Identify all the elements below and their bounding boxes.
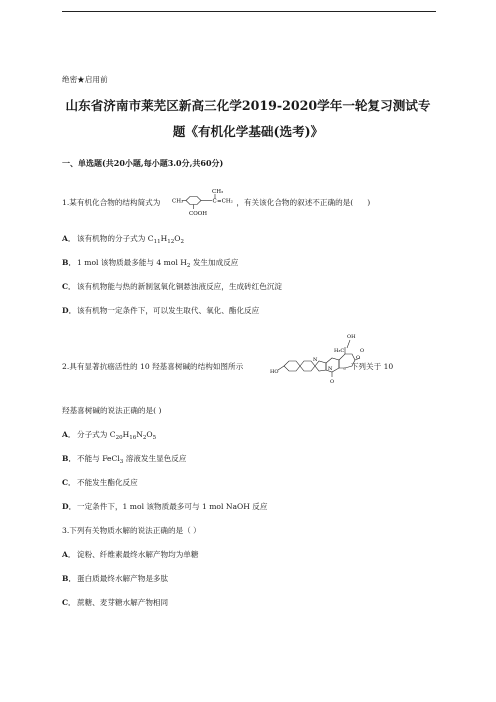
question-1-suffix: ，有关该化合物的叙述不正确的是( — [236, 198, 354, 207]
question-2-stem: 2.具有显著抗癌活性的 10 羟基喜树碱的结构如图所示 。下列关于 10 — [62, 362, 394, 371]
question-1-structure — [172, 187, 244, 217]
header-rule — [62, 11, 436, 12]
mol1-left-methyl: CH₃ — [172, 198, 184, 205]
mol1-carboxyl: COOH — [189, 211, 208, 217]
q2-option-d[interactable]: D．一定条件下，1 mol 该物质最多可与 1 mol NaOH 反应 — [62, 502, 268, 511]
mol2-ring-a — [284, 361, 300, 371]
mol2-carbonyl-oxygen: O — [360, 348, 365, 354]
question-1-close: ) — [367, 198, 371, 207]
mol1-right-group: =CH₂ — [217, 198, 233, 205]
q3-option-b[interactable]: B．蛋白质最终水解产物是多肽 — [62, 574, 169, 583]
q1-option-b[interactable]: B．1 mol 该物质最多能与 4 mol $H_2$ 发生加成反应 — [62, 258, 239, 269]
q1-option-c[interactable]: C．该有机物能与热的新制氢氧化铜悬浊液反应，生成砖红色沉淀 — [62, 282, 283, 291]
mol1-carbon: C — [212, 198, 217, 205]
mol2-hydroxyl-top: OH — [347, 334, 356, 340]
q2-option-c[interactable]: C．不能发生酯化反应 — [62, 478, 138, 487]
question-2-stem-line-2: 羟基喜树碱的说法正确的是( ) — [62, 406, 162, 415]
secret-mark: 绝密★启用前 — [62, 75, 108, 84]
mol1-methyl-top: CH₃ — [212, 189, 224, 195]
mol2-nitrogen-1: N — [313, 357, 318, 363]
q2-option-b[interactable]: B．不能与 FeCl$_3$ 溶液发生显色反应 — [62, 454, 187, 465]
mol2-hydroxyl-left: HO — [270, 369, 279, 375]
q3-option-c[interactable]: C．蔗糖、麦芽糖水解产物相同 — [62, 598, 169, 607]
mol2-ring-e — [339, 354, 355, 368]
mol1-benzene-ring — [186, 197, 201, 205]
mol2-methyl: H₃C — [334, 348, 345, 354]
q3-option-a[interactable]: A． 淀粉、纤维素最终水解产物均为单糖 — [62, 550, 199, 559]
mol2-nitrogen-2: N — [328, 366, 333, 372]
q2-option-a[interactable]: A． 分子式为 $C_{20}H_{16}N_2O_5$ — [62, 430, 157, 441]
q1-option-d[interactable]: D．该有机物一定条件下，可以发生取代、氧化、酯化反应 — [62, 306, 260, 315]
mol2-bottom-oxygen: O — [330, 379, 335, 385]
question-2-structure — [270, 330, 368, 386]
page-title-line-1: 山东省济南市莱芜区新高三化学2019-2020学年一轮复习测试专 — [65, 98, 431, 113]
q1-option-a[interactable]: A． 该有机物的分子式为 $C_{11}H_{12}O_2$ — [62, 234, 184, 245]
section-heading: 一、单选题(共20小题,每小题3.0分,共60分) — [62, 158, 224, 168]
mol2-ring-oxygen: O — [356, 355, 361, 361]
page-title-line-2: 题《有机化学基础(选考)》 — [172, 124, 324, 139]
question-3-stem: 3.下列有关物质水解的说法正确的是（ ） — [62, 526, 201, 535]
question-1-prefix: 1.某有机化合物的结构简式为 — [62, 198, 161, 207]
